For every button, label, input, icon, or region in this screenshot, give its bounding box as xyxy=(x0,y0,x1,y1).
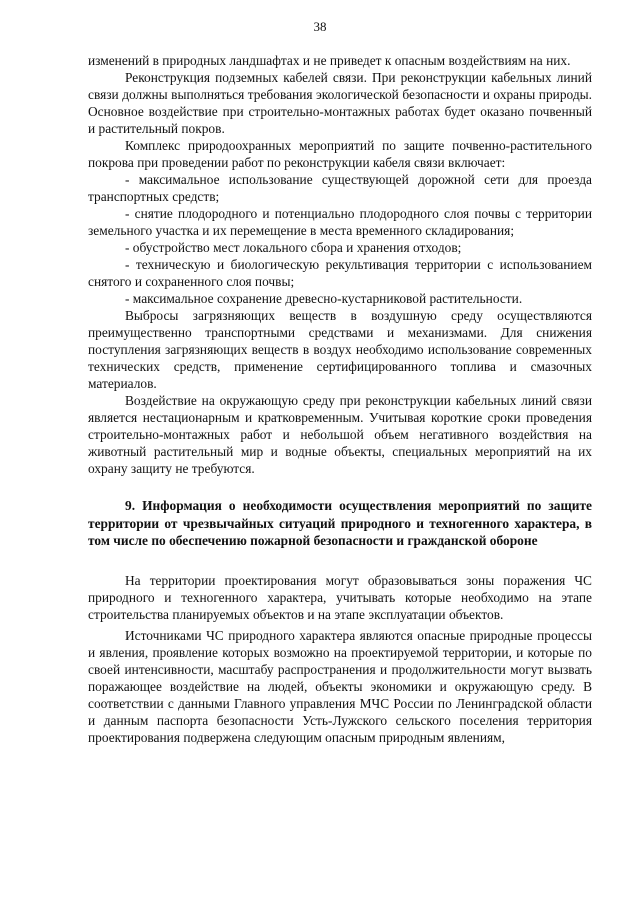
section-heading: 9. Информация о необходимости осуществления мероприятий по защите территории от чрезвычайных ситуаций природного и техногенного характера, в том числе по обеспечению пожарной безопасности и гражданской обороне xyxy=(88,498,592,548)
page-content xyxy=(88,52,592,746)
page-number: 38 xyxy=(313,19,327,34)
list-item: - максимальное сохранение древесно-кустарниковой растительности. xyxy=(125,291,523,306)
paragraph: Выбросы загрязняющих веществ в воздушную среду осуществляются преимущественно транспортными средствами и механизмами. Для снижения поступления загрязняющих веществ в воздух необходимо использование современных технических средств, применение сертифицированного топлива и смазочных материалов. xyxy=(88,308,592,391)
list-item: - снятие плодородного и потенциально плодородного слоя почвы с территории земельного участка и их перемещение в места временного складирования; xyxy=(88,206,592,238)
list-item: - максимальное использование существующей дорожной сети для проезда транспортных средств; xyxy=(88,172,592,204)
paragraph: Воздействие на окружающую среду при реконструкции кабельных линий связи является нестационарным и кратковременным. Учитывая короткие сроки проведения строительно-монтажных работ и небольшой объем негативного воздействия на животный растительный мир и водные объекты, специальных мероприятий на их охрану защиту не требуются. xyxy=(88,393,592,476)
paragraph: На территории проектирования могут образовываться зоны поражения ЧС природного и техногенного характера, учитывать которые необходимо на этапе строительства планируемых объектов и на этапе эксплуатации объектов. xyxy=(88,572,592,622)
paragraph: Реконструкция подземных кабелей связи. При реконструкции кабельных линий связи должны выполняться требования экологической безопасности и охраны природы. Основное воздействие при строительно-монтажных работах будет оказано почвенный и растительный покров. xyxy=(88,70,592,136)
paragraph: Комплекс природоохранных мероприятий по защите почвенно-растительного покрова при проведении работ по реконструкции кабеля связи включает: xyxy=(88,138,592,170)
list-item: - обустройство мест локального сбора и хранения отходов; xyxy=(125,240,462,255)
section-environment xyxy=(88,52,592,477)
paragraph: изменений в природных ландшафтах и не приведет к опасным воздействиям на них. xyxy=(88,53,571,68)
list-item: - техническую и биологическую рекультивация территории с использованием снятого и сохраненного слоя почвы; xyxy=(88,257,592,289)
paragraph: Источниками ЧС природного характера являются опасные природные процессы и явления, проявление которых возможно на проектируемой территории, и которые по своей интенсивности, масштабу распространения и продолжительности могут вызвать поражающее воздействие на людей, объекты экономики и окружающую среду. В соответствии с данными Главного управления МЧС России по Ленинградской области и данным паспорта безопасности Усть-Лужского сельского поселения территория проектирования подвержена следующим опасным природным явлениям, xyxy=(88,627,592,745)
section-emergency xyxy=(88,572,592,746)
